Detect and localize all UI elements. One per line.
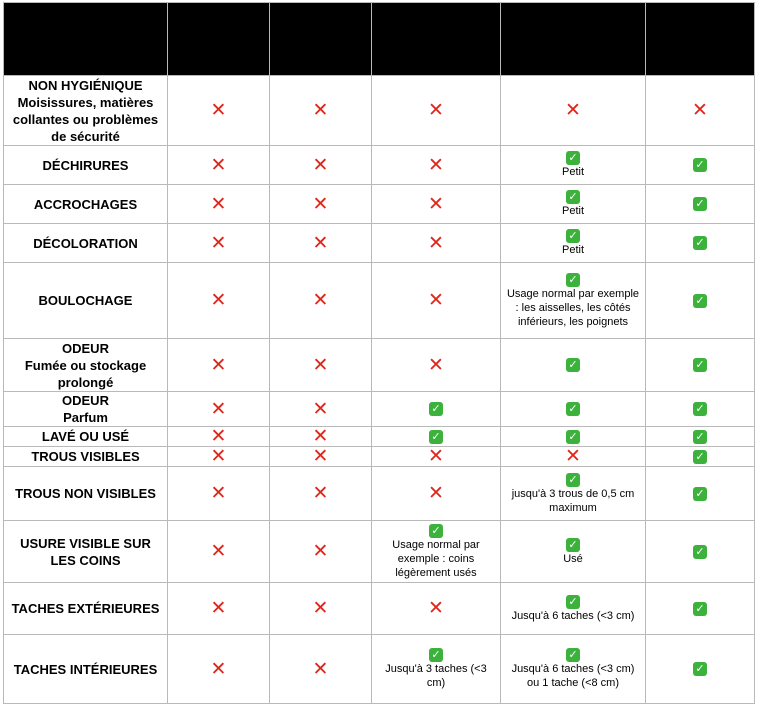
table-cell bbox=[168, 339, 270, 392]
cross-icon: ✕ bbox=[312, 425, 329, 447]
table-cell bbox=[270, 427, 372, 447]
table-cell bbox=[372, 392, 501, 427]
table-cell bbox=[501, 185, 646, 224]
row-header bbox=[4, 392, 168, 427]
cross-icon: ✕ bbox=[312, 657, 329, 680]
table-row bbox=[4, 146, 755, 185]
table-cell bbox=[270, 76, 372, 146]
row-header bbox=[4, 224, 168, 263]
table-cell bbox=[501, 76, 646, 146]
table-cell bbox=[501, 467, 646, 521]
cell-note: Jusqu'à 3 taches (<3 cm) bbox=[385, 663, 487, 690]
table-cell bbox=[372, 583, 501, 635]
cross-icon: ✕ bbox=[312, 597, 329, 619]
table-cell bbox=[168, 185, 270, 224]
header-row bbox=[4, 3, 755, 76]
table-cell bbox=[501, 339, 646, 392]
header-col-very-good: TRÈS BON ÉTAT bbox=[372, 3, 501, 76]
checkmark-icon: ✓ bbox=[429, 430, 443, 444]
table-row bbox=[4, 392, 755, 427]
cross-icon: ✕ bbox=[428, 289, 444, 311]
row-subtitle: Fumée ou stockage prolongé bbox=[24, 357, 147, 390]
row-header bbox=[4, 521, 168, 583]
cross-icon: ✕ bbox=[312, 540, 329, 562]
checkmark-icon: ✓ bbox=[566, 538, 580, 552]
table-cell bbox=[501, 224, 646, 263]
table-cell bbox=[372, 427, 501, 447]
table-cell bbox=[501, 263, 646, 339]
table-cell bbox=[501, 447, 646, 467]
cross-icon: ✕ bbox=[565, 99, 581, 121]
table-cell bbox=[270, 521, 372, 583]
header-col-new-with-tag: JAMAIS PORTÉ, AVEC ÉTIQUETTE bbox=[168, 3, 270, 76]
table-row bbox=[4, 521, 755, 583]
table-row bbox=[4, 467, 755, 521]
table-row bbox=[4, 76, 755, 146]
row-header bbox=[4, 427, 168, 447]
table-cell bbox=[501, 521, 646, 583]
checkmark-icon: ✓ bbox=[566, 151, 580, 165]
table-cell bbox=[168, 521, 270, 583]
checkmark-icon: ✓ bbox=[693, 602, 707, 616]
checkmark-icon: ✓ bbox=[693, 450, 707, 464]
checkmark-icon: ✓ bbox=[693, 197, 707, 211]
row-title: LAVÉ OU USÉ bbox=[41, 429, 130, 444]
cell-note: Usage normal par exemple : les aisselles, les côtés inférieurs, les poignets bbox=[506, 287, 640, 328]
cross-icon: ✕ bbox=[210, 153, 227, 176]
cross-icon: ✕ bbox=[312, 445, 329, 467]
cross-icon: ✕ bbox=[210, 192, 227, 215]
checkmark-icon: ✓ bbox=[566, 430, 580, 444]
checkmark-icon: ✓ bbox=[566, 273, 580, 287]
table-cell bbox=[372, 146, 501, 185]
row-header bbox=[4, 185, 168, 224]
cell-note: Usage normal par exemple : coins légèrement usés bbox=[392, 538, 480, 579]
checkmark-icon: ✓ bbox=[566, 229, 580, 243]
table-cell bbox=[168, 224, 270, 263]
cross-icon: ✕ bbox=[428, 445, 444, 467]
cross-icon: ✕ bbox=[210, 657, 227, 680]
table-cell bbox=[270, 263, 372, 339]
table-cell bbox=[270, 339, 372, 392]
checkmark-icon: ✓ bbox=[693, 545, 707, 559]
table-cell bbox=[646, 339, 755, 392]
row-title: ODEUR bbox=[62, 393, 109, 408]
table-row bbox=[4, 263, 755, 339]
table-cell bbox=[168, 447, 270, 467]
table-cell bbox=[168, 392, 270, 427]
row-title: DÉCHIRURES bbox=[42, 157, 129, 173]
checkmark-icon: ✓ bbox=[566, 402, 580, 416]
row-title: DÉCOLORATION bbox=[33, 235, 138, 251]
table-cell bbox=[270, 392, 372, 427]
table-cell bbox=[270, 185, 372, 224]
table-cell bbox=[168, 263, 270, 339]
table-cell bbox=[270, 635, 372, 704]
table-row bbox=[4, 427, 755, 447]
checkmark-icon: ✓ bbox=[429, 524, 443, 538]
table-row bbox=[4, 635, 755, 704]
cross-icon: ✕ bbox=[210, 597, 227, 619]
checkmark-icon: ✓ bbox=[693, 158, 707, 172]
table-cell bbox=[501, 427, 646, 447]
cell-note: Usé bbox=[563, 552, 583, 565]
cross-icon: ✕ bbox=[312, 231, 329, 254]
row-title: TROUS VISIBLES bbox=[31, 449, 140, 464]
cross-icon: ✕ bbox=[692, 99, 708, 121]
header-col-good: BON ÉTAT bbox=[501, 3, 646, 76]
checkmark-icon: ✓ bbox=[693, 487, 707, 501]
table-cell bbox=[646, 467, 755, 521]
cross-icon: ✕ bbox=[428, 353, 444, 376]
table-cell bbox=[372, 635, 501, 704]
checkmark-icon: ✓ bbox=[693, 236, 707, 250]
table-cell bbox=[646, 185, 755, 224]
table-cell bbox=[270, 146, 372, 185]
cross-icon: ✕ bbox=[565, 445, 581, 467]
row-title: ACCROCHAGES bbox=[33, 196, 138, 212]
table-cell bbox=[646, 521, 755, 583]
table-cell bbox=[646, 583, 755, 635]
cell-note: Petit bbox=[561, 166, 584, 179]
table-cell bbox=[646, 427, 755, 447]
row-title: NON HYGIÉNIQUE bbox=[28, 77, 143, 93]
cross-icon: ✕ bbox=[312, 153, 329, 176]
cross-icon: ✕ bbox=[312, 192, 329, 215]
checkmark-icon: ✓ bbox=[693, 402, 707, 416]
table-row bbox=[4, 583, 755, 635]
cross-icon: ✕ bbox=[312, 482, 329, 504]
checkmark-icon: ✓ bbox=[693, 358, 707, 372]
table-cell bbox=[372, 224, 501, 263]
table-cell bbox=[646, 447, 755, 467]
table-cell bbox=[372, 185, 501, 224]
row-title: USURE VISIBLE SUR LES COINS bbox=[20, 535, 151, 568]
cross-icon: ✕ bbox=[428, 192, 444, 215]
cross-icon: ✕ bbox=[312, 353, 329, 376]
table-cell bbox=[646, 392, 755, 427]
table-cell bbox=[646, 635, 755, 704]
checkmark-icon: ✓ bbox=[693, 294, 707, 308]
cross-icon: ✕ bbox=[210, 482, 227, 504]
row-title: TACHES INTÉRIEURES bbox=[13, 661, 158, 677]
cell-note: Jusqu'à 6 taches (<3 cm) bbox=[511, 609, 635, 622]
cross-icon: ✕ bbox=[428, 231, 444, 254]
table-cell bbox=[270, 447, 372, 467]
table-cell bbox=[168, 427, 270, 447]
table-cell bbox=[372, 521, 501, 583]
row-header bbox=[4, 146, 168, 185]
cross-icon: ✕ bbox=[210, 425, 227, 447]
table-cell bbox=[501, 392, 646, 427]
header-corner bbox=[4, 3, 168, 76]
condition-table bbox=[3, 2, 755, 704]
cross-icon: ✕ bbox=[210, 397, 227, 420]
table-cell bbox=[501, 583, 646, 635]
table-cell bbox=[501, 146, 646, 185]
table-row bbox=[4, 339, 755, 392]
row-header bbox=[4, 583, 168, 635]
table-row bbox=[4, 185, 755, 224]
row-title: TACHES EXTÉRIEURES bbox=[11, 601, 160, 616]
cross-icon: ✕ bbox=[210, 99, 227, 121]
table-cell bbox=[270, 224, 372, 263]
cross-icon: ✕ bbox=[312, 289, 329, 311]
checkmark-icon: ✓ bbox=[566, 358, 580, 372]
table-cell bbox=[270, 583, 372, 635]
checkmark-icon: ✓ bbox=[429, 648, 443, 662]
cross-icon: ✕ bbox=[210, 353, 227, 376]
row-title: BOULOCHAGE bbox=[38, 293, 133, 308]
table-cell bbox=[372, 263, 501, 339]
checkmark-icon: ✓ bbox=[566, 595, 580, 609]
cell-note: Petit bbox=[561, 205, 584, 218]
row-title: TROUS NON VISIBLES bbox=[15, 486, 156, 501]
table-cell bbox=[372, 467, 501, 521]
cell-note: jusqu'à 3 trous de 0,5 cm maximum bbox=[511, 487, 635, 514]
table-cell bbox=[501, 635, 646, 704]
table-cell bbox=[646, 76, 755, 146]
cross-icon: ✕ bbox=[428, 597, 444, 619]
table-cell bbox=[270, 467, 372, 521]
checkmark-icon: ✓ bbox=[429, 402, 443, 416]
table-cell bbox=[168, 583, 270, 635]
table-cell bbox=[372, 76, 501, 146]
checkmark-icon: ✓ bbox=[566, 648, 580, 662]
row-header bbox=[4, 447, 168, 467]
row-header bbox=[4, 76, 168, 146]
row-header bbox=[4, 263, 168, 339]
cross-icon: ✕ bbox=[210, 540, 227, 562]
row-header bbox=[4, 339, 168, 392]
table-cell bbox=[646, 146, 755, 185]
cross-icon: ✕ bbox=[312, 397, 329, 420]
checkmark-icon: ✓ bbox=[693, 662, 707, 676]
header-col-fair: CORRECT bbox=[646, 3, 755, 76]
table-cell bbox=[168, 467, 270, 521]
row-subtitle: Moisissures, matières collantes ou problèmes de sécurité bbox=[12, 94, 159, 144]
cross-icon: ✕ bbox=[312, 99, 329, 121]
cross-icon: ✕ bbox=[428, 99, 444, 121]
cross-icon: ✕ bbox=[210, 445, 227, 467]
cell-note: Petit bbox=[561, 244, 584, 257]
header-col-never-worn: JAMAIS PORTÉ bbox=[270, 3, 372, 76]
row-header bbox=[4, 635, 168, 704]
cross-icon: ✕ bbox=[428, 482, 444, 504]
cross-icon: ✕ bbox=[428, 153, 444, 176]
table-row bbox=[4, 224, 755, 263]
table-cell bbox=[168, 635, 270, 704]
row-title: ODEUR bbox=[62, 340, 109, 356]
table-cell bbox=[372, 339, 501, 392]
table-cell bbox=[646, 224, 755, 263]
row-header bbox=[4, 467, 168, 521]
row-subtitle: Parfum bbox=[63, 410, 108, 425]
table-cell bbox=[168, 76, 270, 146]
checkmark-icon: ✓ bbox=[566, 190, 580, 204]
cross-icon: ✕ bbox=[210, 231, 227, 254]
table-row bbox=[4, 447, 755, 467]
checkmark-icon: ✓ bbox=[566, 473, 580, 487]
cell-note: Jusqu'à 6 taches (<3 cm) ou 1 tache (<8 cm) bbox=[511, 663, 635, 690]
table-cell bbox=[372, 447, 501, 467]
checkmark-icon: ✓ bbox=[693, 430, 707, 444]
table-cell bbox=[646, 263, 755, 339]
cross-icon: ✕ bbox=[210, 289, 227, 311]
table-cell bbox=[168, 146, 270, 185]
